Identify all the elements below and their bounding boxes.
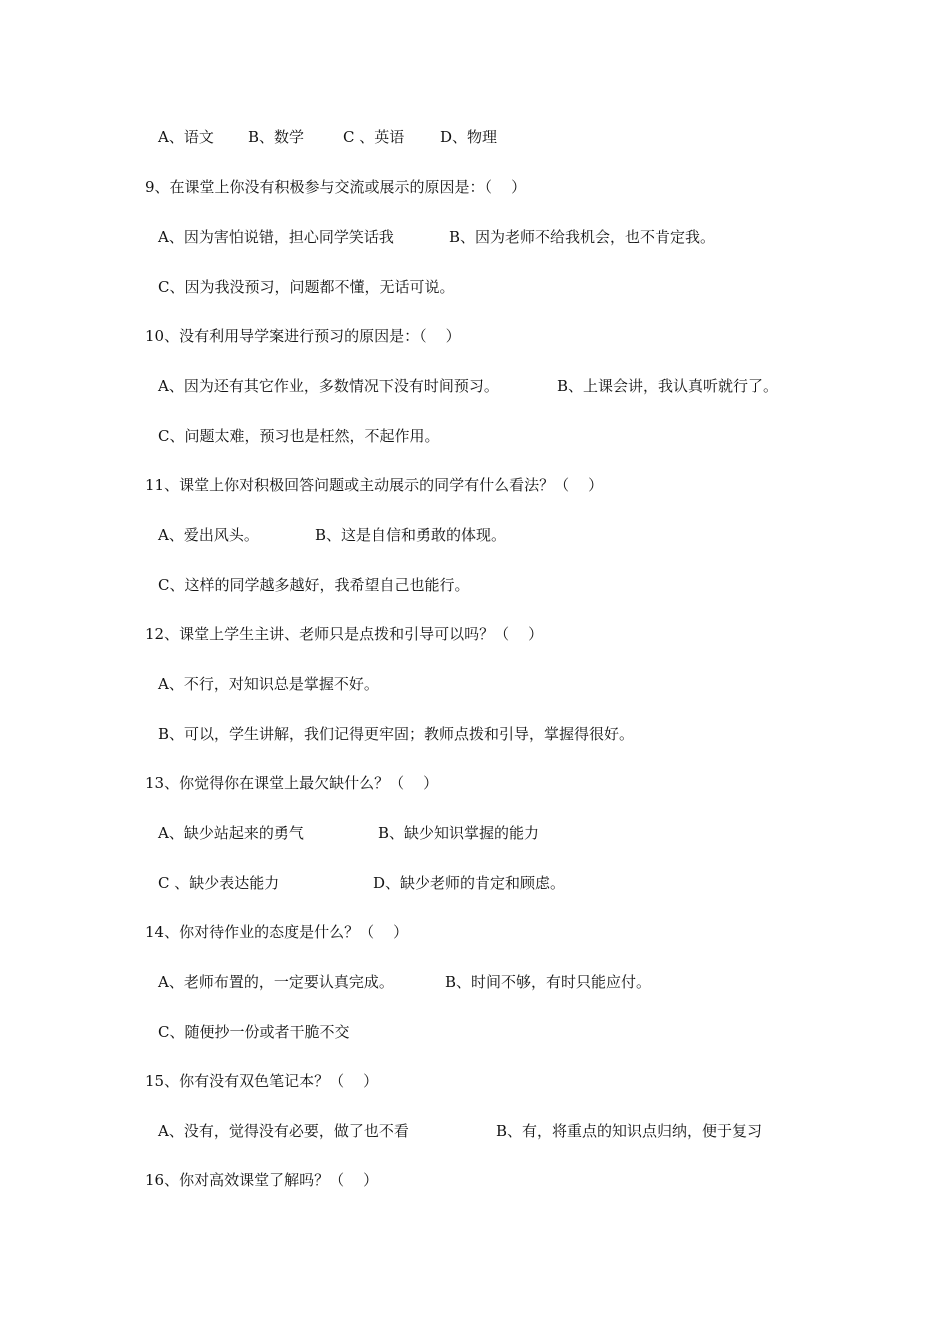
q10-option-a: A、因为还有其它作业，多数情况下没有时间预习。 xyxy=(158,377,499,395)
q9-option-a: A、因为害怕说错，担心同学笑话我 xyxy=(158,228,394,246)
q9-option-b: B、因为老师不给我机会，也不肯定我。 xyxy=(449,228,716,246)
option-d-physics: D、物理 xyxy=(440,128,498,146)
question-12: 12、课堂上学生主讲、老师只是点拨和引导可以吗？（ ） xyxy=(145,625,544,643)
q13-option-b: B、缺少知识掌握的能力 xyxy=(378,824,540,842)
q12-option-b: B、可以，学生讲解，我们记得更牢固；教师点拨和引导，掌握得很好。 xyxy=(158,725,635,743)
q12-option-a: A、不行，对知识总是掌握不好。 xyxy=(158,675,379,693)
q13-option-a: A、缺少站起来的勇气 xyxy=(158,824,304,842)
question-16: 16、你对高效课堂了解吗？（ ） xyxy=(145,1171,379,1189)
q15-option-b: B、有，将重点的知识点归纳，便于复习 xyxy=(496,1122,763,1140)
option-c-english: C 、英语 xyxy=(343,128,405,146)
option-b-math: B、数学 xyxy=(248,128,305,146)
q11-option-c: C、这样的同学越多越好，我希望自己也能行。 xyxy=(158,576,470,594)
question-11: 11、课堂上你对积极回答问题或主动展示的同学有什么看法？（ ） xyxy=(145,476,604,494)
q10-option-b: B、上课会讲，我认真听就行了。 xyxy=(557,377,779,395)
question-9: 9、在课堂上你没有积极参与交流或展示的原因是：（ ） xyxy=(145,178,527,196)
q15-option-a: A、没有，觉得没有必要，做了也不看 xyxy=(158,1122,409,1140)
question-15: 15、你有没有双色笔记本？（ ） xyxy=(145,1072,379,1090)
q10-option-c: C、问题太难，预习也是枉然，不起作用。 xyxy=(158,427,440,445)
q13-option-d: D、缺少老师的肯定和顾虑。 xyxy=(373,874,566,892)
option-a-chinese: A、语文 xyxy=(158,128,214,146)
question-10: 10、没有利用导学案进行预习的原因是：（ ） xyxy=(145,327,461,345)
q9-option-c: C、因为我没预习，问题都不懂，无话可说。 xyxy=(158,278,455,296)
q14-option-b: B、时间不够，有时只能应付。 xyxy=(445,973,652,991)
q13-option-c: C 、缺少表达能力 xyxy=(158,874,280,892)
q11-option-a: A、爱出风头。 xyxy=(158,526,259,544)
q11-option-b: B、这是自信和勇敢的体现。 xyxy=(315,526,507,544)
question-14: 14、你对待作业的态度是什么？（ ） xyxy=(145,923,409,941)
q14-option-c: C、随便抄一份或者干脆不交 xyxy=(158,1023,350,1041)
question-13: 13、你觉得你在课堂上最欠缺什么？（ ） xyxy=(145,774,439,792)
q14-option-a: A、老师布置的，一定要认真完成。 xyxy=(158,973,394,991)
